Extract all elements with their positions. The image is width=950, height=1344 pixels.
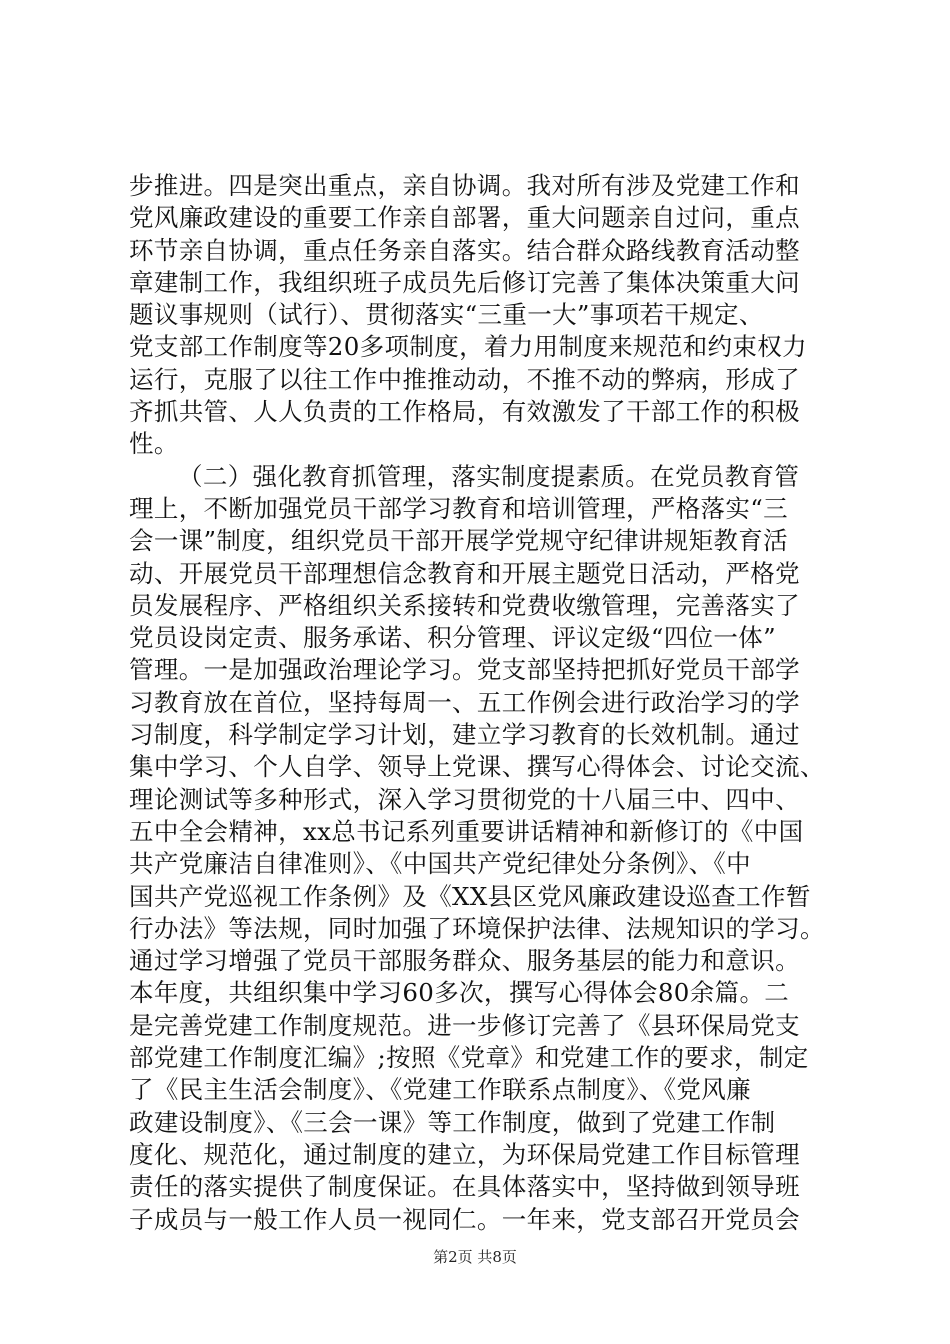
text-line: 齐抓共管、人人负责的工作格局，有效激发了干部工作的积极 [129, 397, 800, 427]
text-line: 本年度，共组织集中学习60多次，撰写心得体会80余篇。二 [129, 978, 790, 1008]
text-line: 步推进。四是突出重点，亲自协调。我对所有涉及党建工作和 [129, 171, 800, 200]
section-heading-line: （二）强化教育抓管理，落实制度提素质。在党员教育管 [178, 461, 800, 491]
text-line: 国共产党巡视工作条例》及《XX县区党风廉政建设巡查工作暂 [129, 881, 811, 911]
text-line: 责任的落实提供了制度保证。在具体落实中，坚持做到领导班 [129, 1172, 800, 1202]
document-body [129, 170, 829, 1236]
page-number-footer: 第2页 共8页 [433, 1248, 517, 1266]
text-line: 章建制工作，我组织班子成员先后修订完善了集体决策重大问 [129, 267, 800, 297]
text-line: 环节亲自协调，重点任务亲自落实。结合群众路线教育活动整 [129, 235, 800, 265]
text-line: 党支部工作制度等20多项制度，着力用制度来规范和约束权力 [129, 332, 807, 362]
text-line: 度化、规范化，通过制度的建立，为环保局党建工作目标管理 [129, 1139, 800, 1169]
text-line: 管理。一是加强政治理论学习。党支部坚持把抓好党员干部学 [129, 655, 800, 685]
text-line: 集中学习、个人自学、领导上党课、撰写心得体会、讨论交流、 [129, 752, 825, 782]
text-line: 是完善党建工作制度规范。进一步修订完善了《县环保局党支 [129, 1010, 800, 1040]
text-line: 动、开展党员干部理想信念教育和开展主题党日活动，严格党 [129, 558, 800, 588]
text-line: 党风廉政建设的重要工作亲自部署，重大问题亲自过问，重点 [129, 203, 800, 233]
text-line: 行办法》等法规，同时加强了环境保护法律、法规知识的学习。 [129, 913, 825, 943]
text-line: 理论测试等多种形式，深入学习贯彻党的十八届三中、四中、 [129, 784, 800, 814]
text-line: 五中全会精神，xx总书记系列重要讲话精神和新修订的《中国 [129, 816, 804, 846]
text-line: 党员设岗定责、服务承诺、积分管理、评议定级“四位一体” [129, 623, 776, 653]
text-line: 习制度，科学制定学习计划，建立学习教育的长效机制。通过 [129, 720, 800, 750]
text-line: 习教育放在首位，坚持每周一、五工作例会进行政治学习的学 [129, 687, 800, 717]
text-line: 题议事规则（试行）、贯彻落实“三重一大”事项若干规定、 [129, 300, 764, 330]
text-line: 通过学习增强了党员干部服务群众、服务基层的能力和意识。 [129, 946, 800, 976]
text-line: 了《民主生活会制度》、《党建工作联系点制度》、《党风廉 [129, 1075, 751, 1105]
text-line: 运行，克服了以往工作中推推动动，不推不动的弊病，形成了 [129, 364, 800, 394]
text-line: 员发展程序、严格组织关系接转和党费收缴管理，完善落实了 [129, 590, 800, 620]
text-line: 理上，不断加强党员干部学习教育和培训管理，严格落实“三 [129, 493, 788, 523]
text-line: 共产党廉洁自律准则》、《中国共产党纪律处分条例》、《中 [129, 849, 751, 879]
text-line: 部党建工作制度汇编》;按照《党章》和党建工作的要求，制定 [129, 1043, 809, 1073]
text-line: 性。 [129, 429, 179, 459]
text-line: 政建设制度》、《三会一课》等工作制度，做到了党建工作制 [129, 1107, 776, 1137]
text-line: 子成员与一般工作人员一视同仁。一年来，党支部召开党员会 [129, 1204, 800, 1234]
text-line: 会一课”制度，组织党员干部开展学党规守纪律讲规矩教育活 [129, 526, 788, 556]
